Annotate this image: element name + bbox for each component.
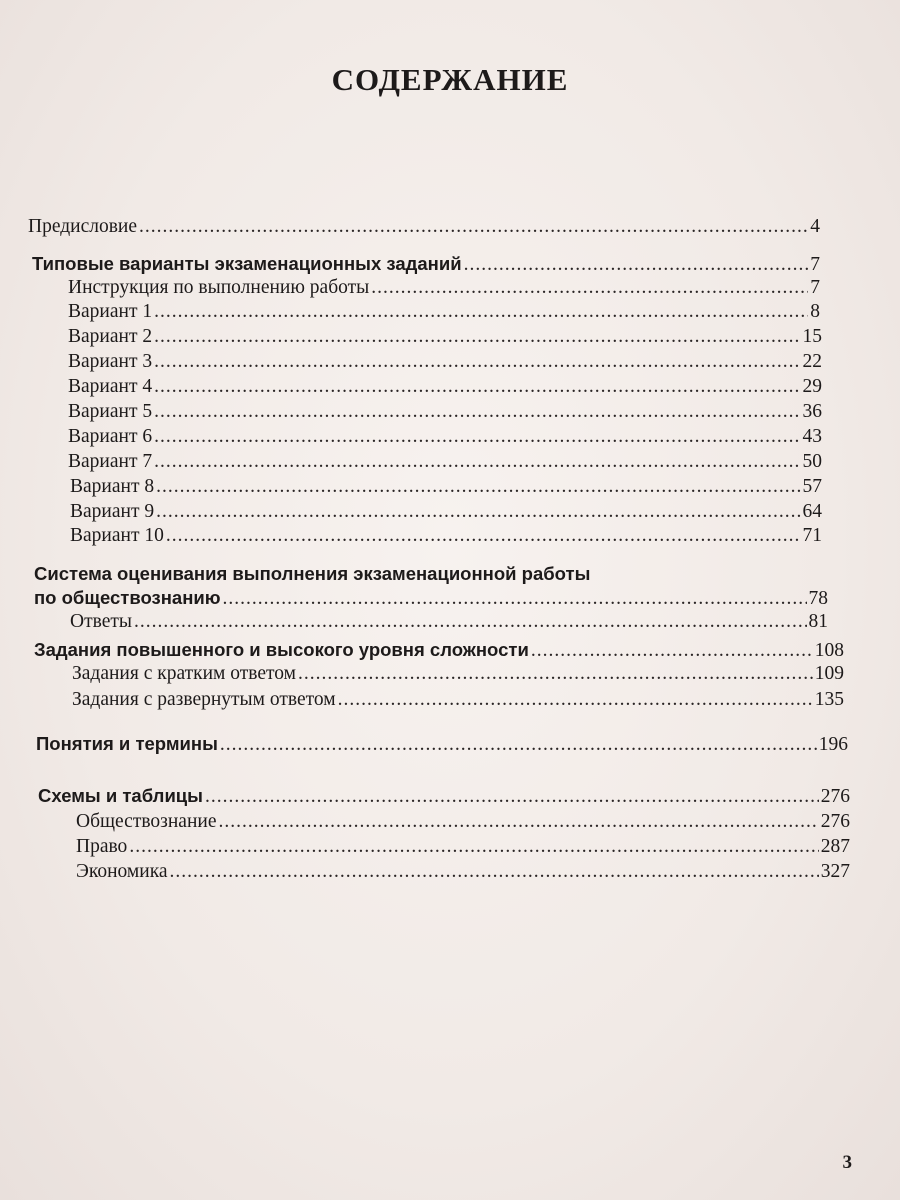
- toc-entry-concepts: [36, 732, 848, 757]
- toc-entry-detailed-answer: [72, 688, 844, 712]
- toc-entry-assessment-line1: Система оценивания выполнения экзаменационной работы: [34, 563, 591, 584]
- toc-entry-page: 7: [810, 254, 820, 275]
- toc-entry-label: Инструкция по выполнению работы: [68, 277, 370, 298]
- toc-entry-page: 108: [814, 640, 844, 661]
- toc-entry-page: 78: [808, 588, 828, 609]
- toc-entry-variant-5: [68, 400, 822, 424]
- toc-entry-label: по обществознанию: [34, 587, 221, 608]
- toc-entry-label: Вариант 2: [68, 326, 153, 347]
- toc-entry-social-studies: [76, 810, 850, 834]
- leader-dots: [129, 835, 818, 859]
- toc-entry-assessment: [34, 586, 828, 611]
- toc-entry-page: 4: [810, 216, 820, 237]
- toc-entry-variant-9: [70, 500, 822, 524]
- leader-dots: [531, 639, 813, 663]
- toc-entry-preface: [28, 215, 820, 239]
- toc-entry-variant-7: [68, 450, 822, 474]
- leader-dots: [154, 425, 800, 449]
- toc-entry-label: Вариант 3: [68, 351, 153, 372]
- toc-entry-page: 8: [810, 301, 820, 322]
- leader-dots: [154, 400, 800, 424]
- leader-dots: [218, 810, 818, 834]
- leader-dots: [223, 587, 807, 611]
- toc-entry-label: Вариант 7: [68, 451, 153, 472]
- toc-entry-label: Понятия и термины: [36, 733, 218, 754]
- toc-entry-label: Вариант 6: [68, 426, 153, 447]
- toc-entry-page: 50: [802, 451, 822, 472]
- toc-entry-variant-8: [70, 475, 822, 499]
- toc-entry-law: [76, 835, 850, 859]
- page-title: СОДЕРЖАНИЕ: [331, 62, 569, 97]
- toc-entry-label: Обществознание: [76, 811, 217, 832]
- toc-entry-page: 43: [802, 426, 822, 447]
- toc-entry-page: 276: [820, 811, 850, 832]
- toc-entry-page: 71: [802, 525, 822, 546]
- toc-entry-label: Задания с развернутым ответом: [72, 689, 336, 710]
- page-number: 3: [842, 1152, 852, 1173]
- toc-entry-variant-2: [68, 325, 822, 349]
- toc-entry-variant-3: [68, 350, 822, 374]
- toc-entry-schemes: [38, 784, 850, 809]
- toc-entry-page: 15: [802, 326, 822, 347]
- leader-dots: [134, 610, 807, 634]
- toc-entry-label: Вариант 8: [70, 476, 155, 497]
- leader-dots: [220, 733, 817, 757]
- leader-dots: [371, 276, 808, 300]
- toc-entry-advanced-tasks: [34, 638, 844, 663]
- toc-entry-page: 109: [814, 663, 844, 684]
- toc-entry-label: Вариант 1: [68, 301, 153, 322]
- leader-dots: [154, 450, 800, 474]
- toc-entry-variant-4: [68, 375, 822, 399]
- toc-entry-label: Предисловие: [28, 216, 138, 237]
- leader-dots: [154, 350, 800, 374]
- toc-entry-label: Ответы: [70, 611, 132, 632]
- toc-entry-label: Схемы и таблицы: [38, 785, 203, 806]
- toc-entry-typical-variants: [32, 252, 820, 277]
- toc-entry-label: Задания с кратким ответом: [72, 663, 297, 684]
- toc-entry-page: 81: [808, 611, 828, 632]
- toc-entry-page: 135: [814, 689, 844, 710]
- leader-dots: [338, 688, 813, 712]
- leader-dots: [166, 524, 801, 548]
- toc-entry-label: Вариант 9: [70, 501, 155, 522]
- leader-dots: [170, 860, 819, 884]
- leader-dots: [154, 325, 800, 349]
- toc-entry-page: 22: [802, 351, 822, 372]
- toc-entry-page: 196: [818, 734, 848, 755]
- toc-entry-instructions: [68, 276, 820, 300]
- toc-entry-page: 287: [820, 836, 850, 857]
- toc-entry-page: 276: [820, 786, 850, 807]
- leader-dots: [154, 375, 800, 399]
- leader-dots: [298, 662, 813, 686]
- toc-entry-label: Вариант 5: [68, 401, 153, 422]
- toc-entry-answers: [70, 610, 828, 634]
- leader-dots: [139, 215, 808, 239]
- toc-entry-page: 29: [802, 376, 822, 397]
- toc-entry-variant-6: [68, 425, 822, 449]
- toc-entry-page: 57: [802, 476, 822, 497]
- toc-entry-page: 64: [802, 501, 822, 522]
- toc-entry-label: Вариант 10: [70, 525, 164, 546]
- toc-entry-label: Экономика: [76, 861, 168, 882]
- toc-entry-page: 36: [802, 401, 822, 422]
- toc-entry-label: Вариант 4: [68, 376, 153, 397]
- toc-entry-variant-1: [68, 300, 820, 324]
- leader-dots: [205, 785, 819, 809]
- leader-dots: [154, 300, 808, 324]
- leader-dots: [464, 253, 809, 277]
- toc-entry-short-answer: [72, 662, 844, 686]
- toc-entry-economics: [76, 860, 850, 884]
- toc-entry-page: 327: [820, 861, 850, 882]
- toc-entry-label: Типовые варианты экзаменационных заданий: [32, 253, 462, 274]
- toc-entry-label: Право: [76, 836, 128, 857]
- toc-entry-label: Задания повышенного и высокого уровня сложности: [34, 639, 529, 660]
- leader-dots: [156, 500, 800, 524]
- toc-entry-page: 7: [810, 277, 820, 298]
- leader-dots: [156, 475, 800, 499]
- toc-entry-variant-10: [70, 524, 822, 548]
